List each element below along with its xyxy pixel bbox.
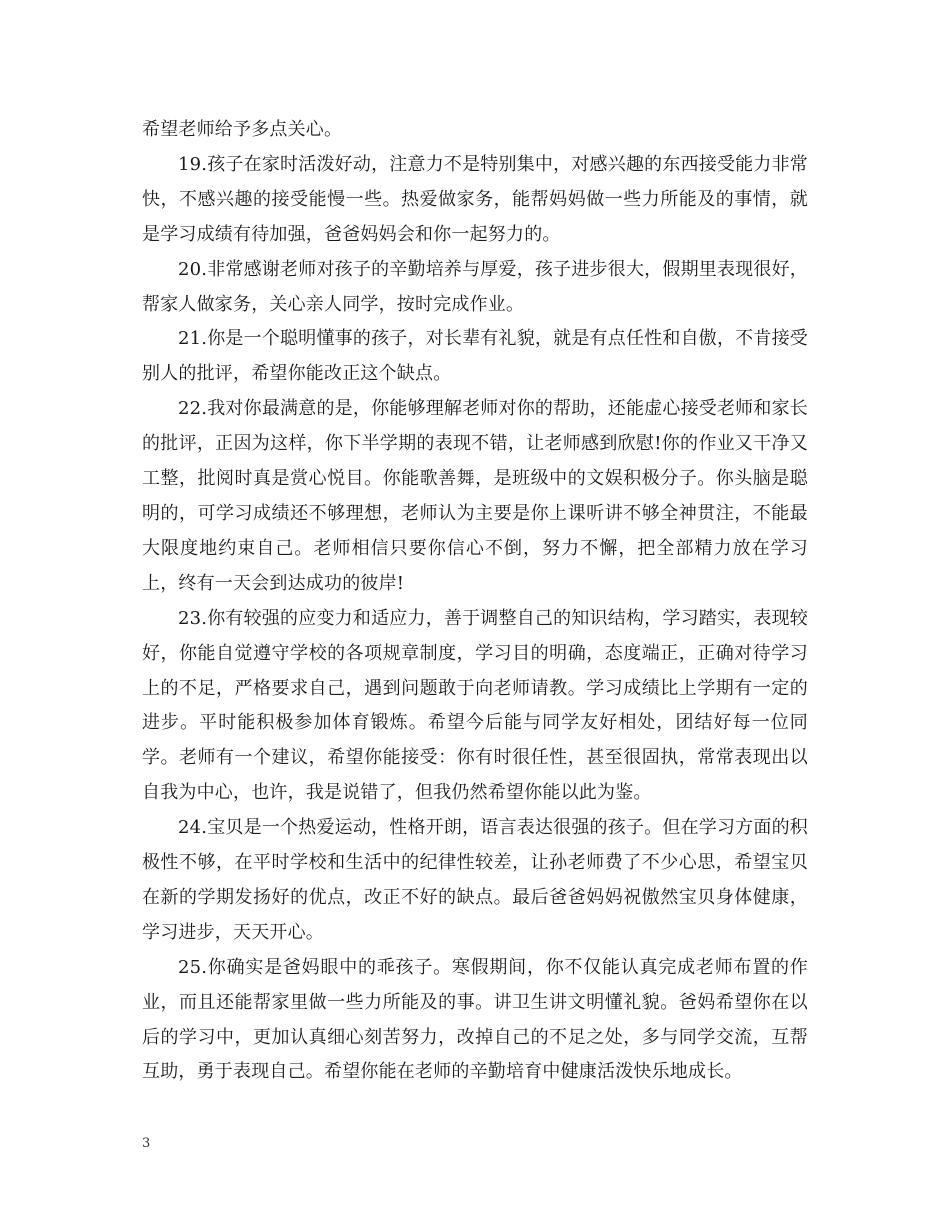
paragraph-20: 20.非常感谢老师对孩子的辛勤培养与厚爱，孩子进步很大，假期里表现很好，帮家人做家务，关心亲人同学，按时完成作业。 [142,258,808,315]
paragraph-24: 24.宝贝是一个热爱运动，性格开朗，语言表达很强的孩子。但在学习方面的积极性不够，在平时学校和生活中的纪律性较差，让孙老师费了不少心思，希望宝贝在新的学期发扬好的优点，改正不好的缺点。最后爸爸妈妈祝傲然宝贝身体健康，学习进步，天天开心。 [142,817,808,943]
paragraph-22: 22.我对你最满意的是，你能够理解老师对你的帮助，还能虚心接受老师和家长的批评，正因为这样，你下半学期的表现不错，让老师感到欣慰!你的作业又干净又工整，批阅时真是赏心悦目。你能歌善舞，是班级中的文娱积极分子。你头脑是聪明的，可学习成绩还不够理想，老师认为主要是你上课听讲不够全神贯注，不能最大限度地约束自己。老师相信只要你信心不倒，努力不懈，把全部精力放在学习上，终有一天会到达成功的彼岸! [142,398,808,594]
page-number: 3 [142,1136,151,1151]
document-body [142,113,808,1090]
paragraph-19: 19.孩子在家时活泼好动，注意力不是特别集中，对感兴趣的东西接受能力非常快，不感兴趣的接受能慢一些。热爱做家务，能帮妈妈做一些力所能及的事情，就是学习成绩有待加强，爸爸妈妈会和你一起努力的。 [142,153,808,245]
paragraph-23: 23.你有较强的应变力和适应力，善于调整自己的知识结构，学习踏实，表现较好，你能自觉遵守学校的各项规章制度，学习目的明确，态度端正，正确对待学习上的不足，严格要求自己，遇到问题敢于向老师请教。学习成绩比上学期有一定的进步。平时能积极参加体育锻炼。希望今后能与同学友好相处，团结好每一位同学。老师有一个建议，希望你能接受：你有时很任性，甚至很固执，常常表现出以自我为中心，也许，我是说错了，但我仍然希望你能以此为鉴。 [142,607,808,804]
paragraph-continuation: 希望老师给予多点关心。 [142,119,343,140]
paragraph-25: 25.你确实是爸妈眼中的乖孩子。寒假期间，你不仅能认真完成老师布置的作业，而且还能帮家里做一些力所能及的事。讲卫生讲文明懂礼貌。爸妈希望你在以后的学习中，更加认真细心刻苦努力，改掉自己的不足之处，多与同学交流，互帮互助，勇于表现自己。希望你能在老师的辛勤培育中健康活泼快乐地成长。 [142,956,808,1083]
paragraph-21: 21.你是一个聪明懂事的孩子，对长辈有礼貌，就是有点任性和自傲，不肯接受别人的批评，希望你能改正这个缺点。 [142,328,808,385]
